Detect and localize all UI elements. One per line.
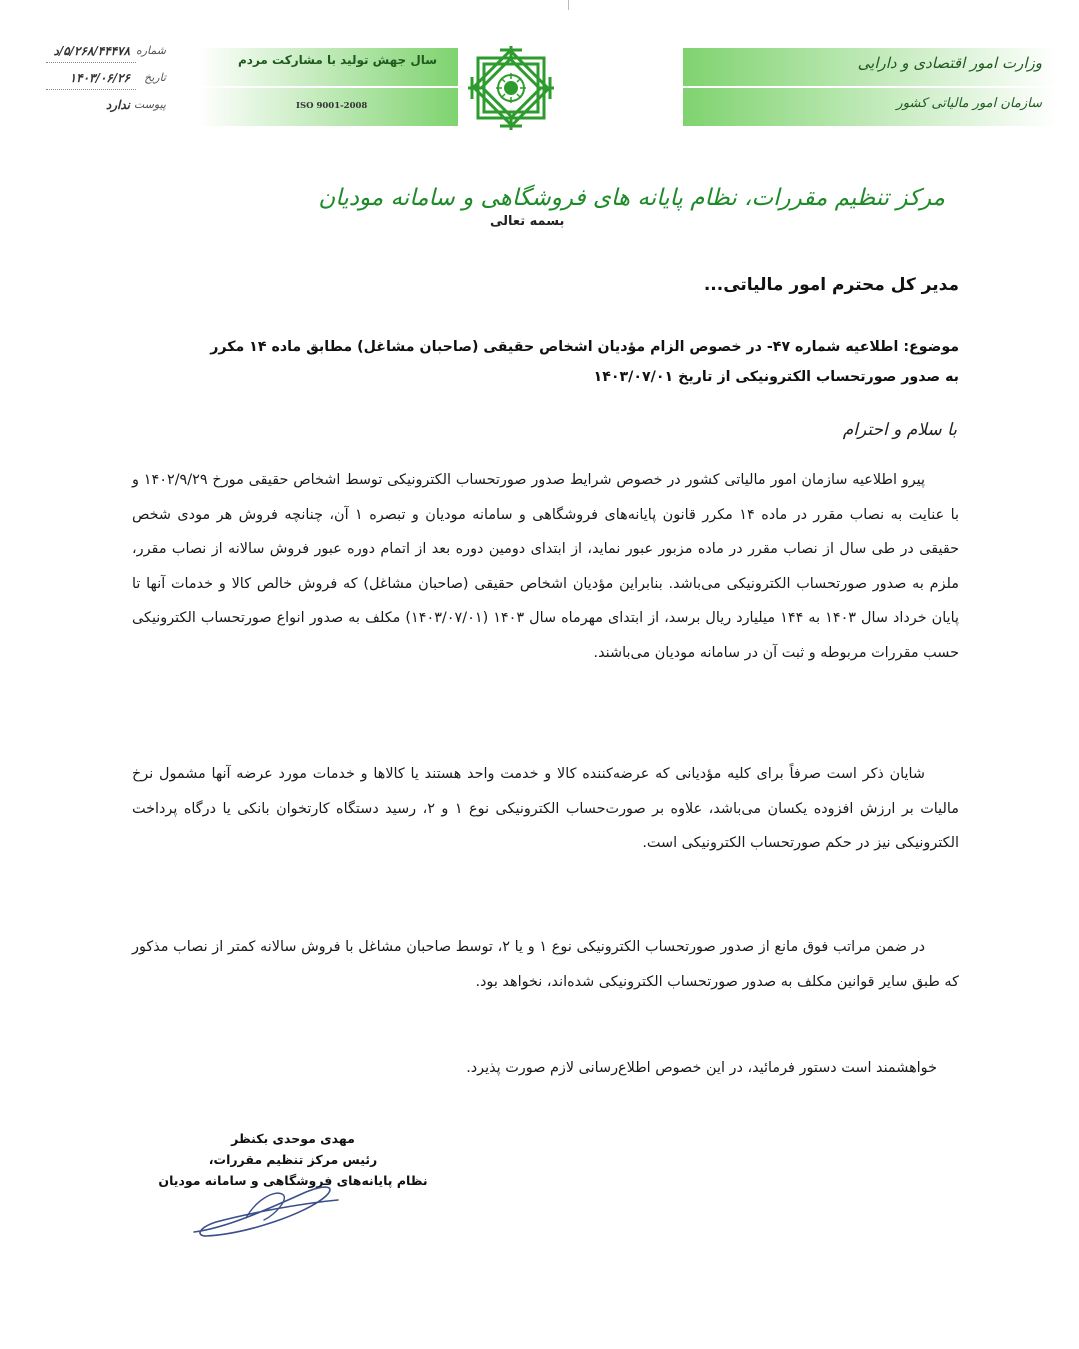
body-paragraph-2: شایان ذکر است صرفاً برای کلیه مؤدیانی که عرضه‌کننده کالا و خدمت واحد هستند یا کالاها و خدمات مورد عرضه آنها مشمول نرخ مالیات بر ارزش افزوده یکسان می‌باشد، علاوه بر صورت‌حساب الکترونیکی نوع ۱ و ۲، رسید دستگاه کارتخوان بانکی یا درگاه پرداخت الکترونیکی نیز در حکم صورتحساب الکترونیکی است. (132, 766, 959, 851)
center-title: مرکز تنظیم مقررات، نظام پایانه های فروشگاهی و سامانه مودیان (318, 185, 945, 211)
dotted-line (46, 62, 136, 63)
dotted-line (46, 89, 136, 90)
organization-name: سازمان امور مالیاتی کشور (896, 96, 1042, 111)
iso-certification: ISO 9001-2008 (296, 101, 368, 111)
attachment-value: ندارد (105, 98, 130, 112)
letter-meta (46, 42, 166, 123)
fold-mark (568, 0, 569, 10)
number-label: شماره (135, 44, 166, 57)
ministry-name: وزارت امور اقتصادی و دارایی (857, 54, 1042, 72)
date-value: ۱۴۰۳/۰۶/۲۶ (69, 71, 130, 85)
attachment-label: پیوست (133, 98, 166, 111)
tax-organization-emblem-icon (466, 44, 556, 132)
letter-number-row (46, 42, 166, 69)
handwritten-signature-icon (186, 1170, 346, 1250)
letter-attachment-row (46, 96, 166, 123)
body-paragraph-3: در ضمن مراتب فوق مانع از صدور صورتحساب الکترونیکی نوع ۱ و یا ۲، توسط صاحبان مشاغل با فروش سالانه کمتر از نصاب مذکور که طبق سایر قوانین مکلف به صدور صورتحساب الکترونیکی شده‌اند، نخواهد بود. (132, 939, 959, 990)
bismillah: بسمه تعالی (490, 214, 565, 229)
letter-date-row (46, 69, 166, 96)
signer-name: مهدی موحدی بکنظر (231, 1131, 355, 1146)
date-label: تاریخ (144, 71, 166, 84)
signer-title-line-1: رئیس مرکز تنظیم مقررات، (208, 1152, 378, 1167)
recipient: مدیر کل محترم امور مالیاتی... (703, 275, 959, 295)
letterhead (198, 40, 1058, 132)
number-value: ۵/۲۶۸/۴۴۴۷۸/د (53, 44, 130, 58)
signer-title-line-2: نظام پایانه‌های فروشگاهی و سامانه مودیان (158, 1173, 428, 1188)
closing-request: خواهشمند است دستور فرمائید، در این خصوص اطلاع‌رسانی لازم صورت پذیرد. (466, 1060, 937, 1076)
body-paragraph-1: پیرو اطلاعیه سازمان امور مالیاتی کشور در خصوص شرایط صدور صورتحساب الکترونیکی توسط اشخاص حقیقی مورخ ۱۴۰۲/۹/۲۹ و با عنایت به نصاب مقرر در ماده ۱۴ مکرر قانون پایانه‌های فروشگاهی و سامانه مودیان و تبصره ۱ آن، چنانچه فروش هر مودی شخص حقیقی در طی سال از نصاب مقرر در ماده مزبور عبور نماید، از ابتدای دومین دوره بعد از اتمام دوره عبور فروش سالانه از نصاب مقرر، ملزم به صدور صورتحساب الکترونیکی می‌باشد. بنابراین مؤدیان اشخاص حقیقی (صاحبان مشاغل) که فروش خالص کالا و خدمات آنها تا پایان خرداد سال ۱۴۰۳ به ۱۴۴ میلیارد ریال برسد، از ابتدای مهرماه سال ۱۴۰۳ (۱۴۰۳/۰۷/۰۱) مکلف به صدور انواع صورتحساب الکترونیکی حسب مقررات مربوطه و ثبت آن در سامانه مودیان می‌باشند. (132, 472, 959, 661)
greeting: با سلام و احترام (842, 420, 957, 440)
subject: موضوع: اطلاعیه شماره ۴۷- در خصوص الزام مؤدیان اشخاص حقیقی (صاحبان مشاغل) مطابق ماده ۱۴ مکرر به صدور صورتحساب الکترونیکی از تاریخ ۱۴۰۳/۰۷/۰۱ (210, 339, 959, 385)
year-slogan: سال جهش تولید با مشارکت مردم (238, 53, 438, 67)
